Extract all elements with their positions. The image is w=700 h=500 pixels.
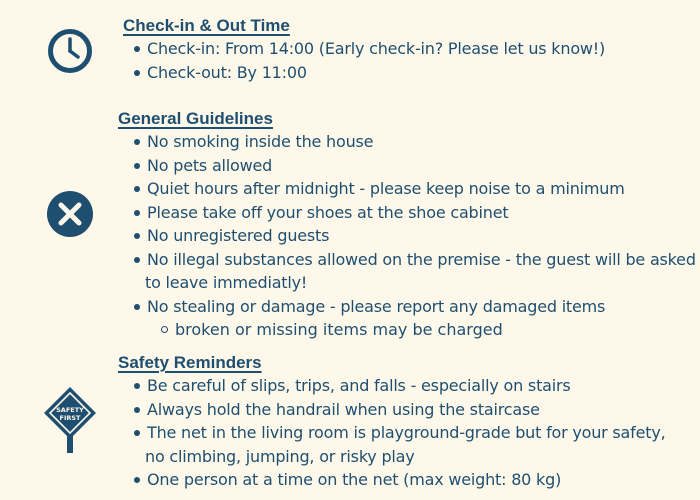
list-item: Check-in: From 14:00 (Early check-in? Please let us know!) bbox=[118, 37, 690, 61]
list-item-line1: No illegal substances allowed on the premise - the guest will be asked bbox=[147, 249, 696, 269]
safety-reminders-heading: Safety Reminders bbox=[118, 353, 262, 372]
sub-list-item: broken or missing items may be charged bbox=[147, 318, 690, 342]
list-item bbox=[118, 421, 690, 468]
list-item: Quiet hours after midnight - please keep noise to a minimum bbox=[118, 177, 690, 201]
safety-reminders-section bbox=[118, 352, 690, 492]
general-guidelines-section bbox=[118, 108, 696, 342]
list-item-line2: no climbing, jumping, or risky play bbox=[145, 446, 415, 466]
checkin-checkout-section bbox=[123, 15, 690, 84]
safety-first-sign-icon bbox=[42, 385, 98, 457]
list-item: No stealing or damage - please report any damaged items bbox=[118, 295, 690, 319]
clock-icon bbox=[47, 28, 93, 74]
list-item-line2: to leave immediatly! bbox=[145, 273, 308, 292]
general-guidelines-list bbox=[118, 130, 696, 318]
x-circle-icon bbox=[46, 190, 94, 238]
list-item: No unregistered guests bbox=[118, 224, 690, 248]
list-item: Be careful of slips, trips, and falls - especially on stairs bbox=[118, 374, 690, 398]
safety-sign-line2: FIRST bbox=[59, 414, 81, 422]
list-item-line1: The net in the living room is playground-grade but for your safety, bbox=[147, 423, 666, 442]
list-item: One person at a time on the net (max weight: 80 kg) bbox=[118, 468, 690, 492]
general-guidelines-heading: General Guidelines bbox=[118, 109, 273, 128]
list-item: No smoking inside the house bbox=[118, 130, 690, 154]
general-guidelines-sublist bbox=[118, 318, 690, 342]
checkin-checkout-list bbox=[118, 37, 690, 84]
list-item: Always hold the handrail when using the staircase bbox=[118, 398, 690, 422]
safety-reminders-list bbox=[118, 374, 690, 492]
list-item: Check-out: By 11:00 bbox=[118, 61, 690, 85]
list-item: Please take off your shoes at the shoe cabinet bbox=[118, 201, 690, 225]
checkin-checkout-heading: Check-in & Out Time bbox=[123, 16, 290, 35]
safety-sign-line1: SAFETY bbox=[56, 406, 84, 414]
list-item: No pets allowed bbox=[118, 154, 690, 178]
list-item bbox=[118, 248, 696, 295]
